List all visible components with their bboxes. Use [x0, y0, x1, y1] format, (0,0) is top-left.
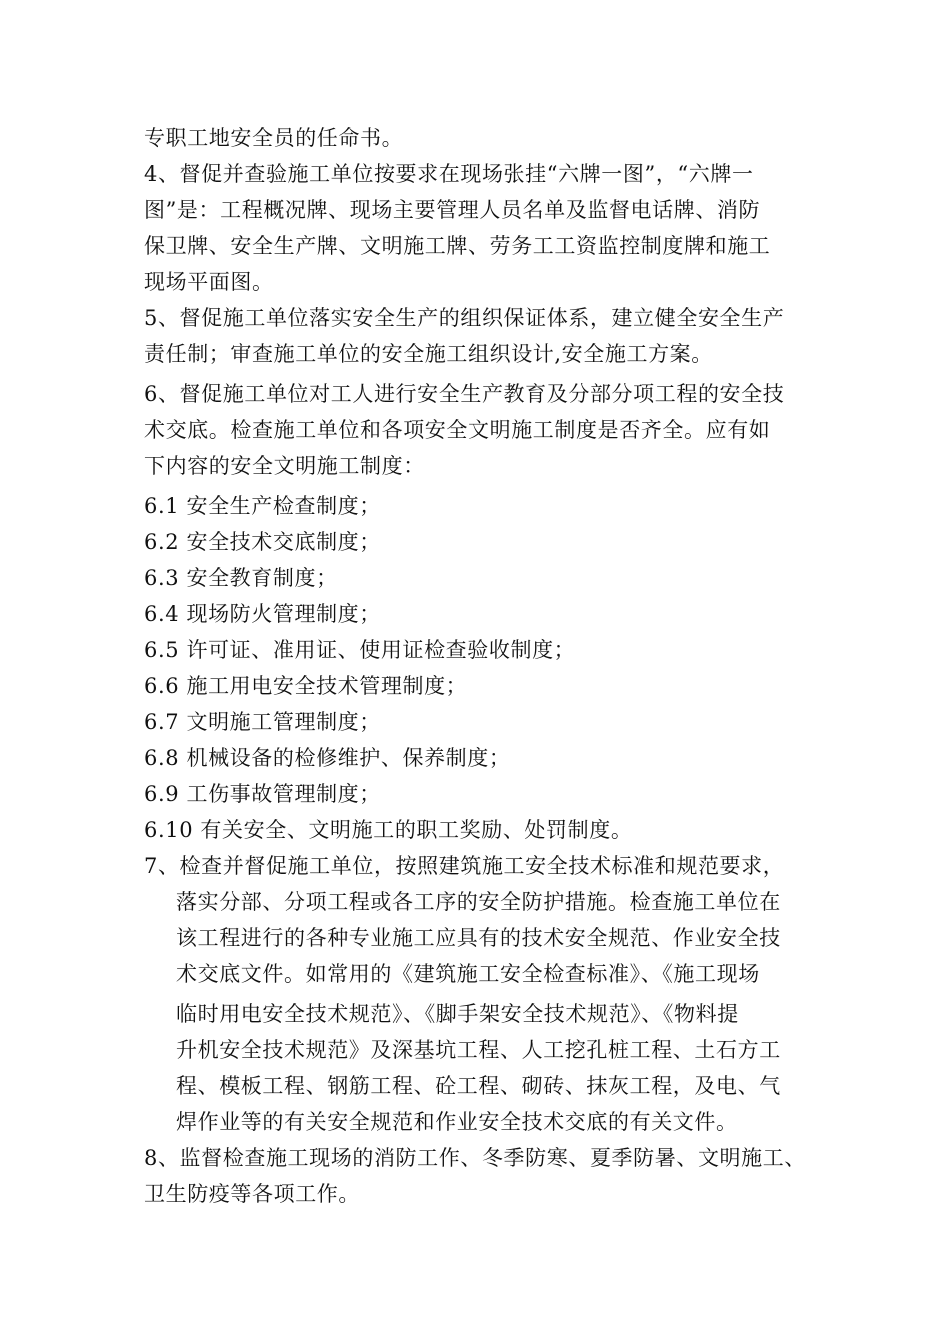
- text-line: 保卫牌、安全生产牌、文明施工牌、劳务工工资监控制度牌和施工: [144, 234, 771, 258]
- text-line: 焊作业等的有关安全规范和作业安全技术交底的有关文件。: [176, 1110, 738, 1134]
- list-item: 6.6 施工用电安全技术管理制度；: [144, 674, 468, 698]
- text-line: 现场平面图。: [144, 270, 274, 294]
- text-line: 责任制；审查施工单位的安全施工组织设计,安全施工方案。: [144, 342, 713, 366]
- list-item: 6.2 安全技术交底制度；: [144, 530, 381, 554]
- text-line: 5、督促施工单位落实安全生产的组织保证体系，建立健全安全生产: [144, 306, 785, 330]
- text-line: 7、检查并督促施工单位，按照建筑施工安全技术标准和规范要求，: [144, 854, 785, 878]
- list-item: 6.7 文明施工管理制度；: [144, 710, 381, 734]
- text-line: 术交底文件。如常用的《建筑施工安全检查标准》、《施工现场: [176, 962, 760, 986]
- list-item: 6.5 许可证、准用证、使用证检查验收制度；: [144, 638, 576, 662]
- text-line: 下内容的安全文明施工制度：: [144, 454, 425, 478]
- list-item: 6.4 现场防火管理制度；: [144, 602, 381, 626]
- text-line: 术交底。检查施工单位和各项安全文明施工制度是否齐全。应有如: [144, 418, 771, 442]
- list-item: 6.3 安全教育制度；: [144, 566, 338, 590]
- list-item: 6.8 机械设备的检修维护、保养制度；: [144, 746, 511, 770]
- text-line: 程、模板工程、钢筋工程、砼工程、砌砖、抹灰工程，及电、气: [176, 1074, 781, 1098]
- text-line: 卫生防疫等各项工作。: [144, 1182, 360, 1206]
- list-item: 6.9 工伤事故管理制度；: [144, 782, 381, 806]
- list-item: 6.1 安全生产检查制度；: [144, 494, 381, 518]
- text-line: 8、监督检查施工现场的消防工作、冬季防寒、夏季防暑、文明施工、: [144, 1146, 806, 1170]
- text-line: 升机安全技术规范》及深基坑工程、人工挖孔桩工程、土石方工: [176, 1038, 781, 1062]
- text-line: 落实分部、分项工程或各工序的安全防护措施。检查施工单位在: [176, 890, 781, 914]
- text-line: 4、督促并查验施工单位按要求在现场张挂“六牌一图”，“六牌一: [144, 162, 754, 186]
- text-line: 6、督促施工单位对工人进行安全生产教育及分部分项工程的安全技: [144, 382, 785, 406]
- text-line: 临时用电安全技术规范》、《脚手架安全技术规范》、《物料提: [176, 1002, 739, 1026]
- list-item: 6.10 有关安全、文明施工的职工奖励、处罚制度。: [144, 818, 633, 842]
- text-line: 图”是：工程概况牌、现场主要管理人员名单及监督电话牌、消防: [144, 198, 761, 222]
- text-line: 专职工地安全员的任命书。: [144, 126, 404, 150]
- text-line: 该工程进行的各种专业施工应具有的技术安全规范、作业安全技: [176, 926, 781, 950]
